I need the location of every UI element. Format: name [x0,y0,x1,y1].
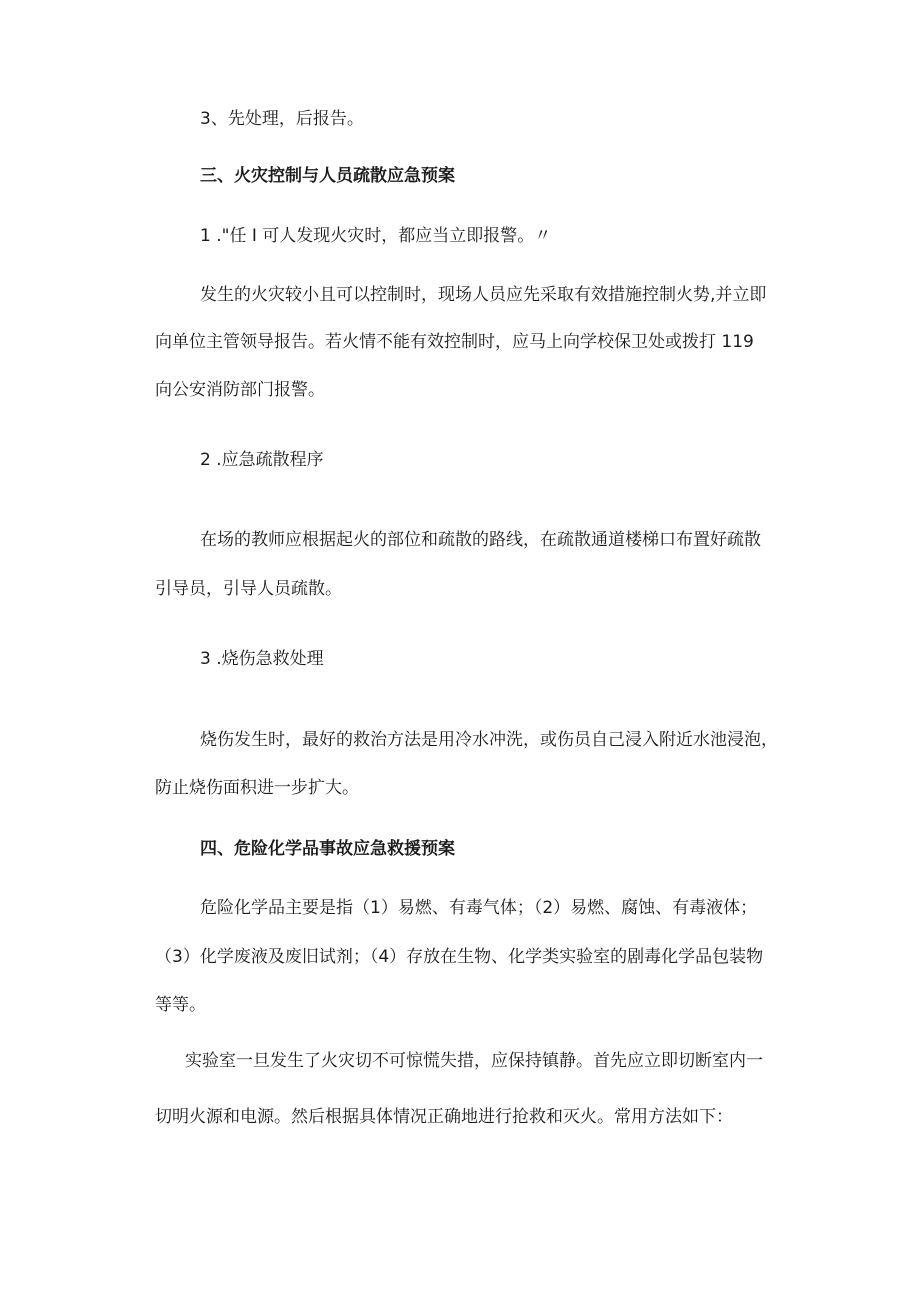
s4-para-2-line-2: 切明火源和电源。然后根据具体情况正确地进行抢救和灭火。常用方法如下： [155,1107,733,1127]
s3-para-3-line-1: 烧伤发生时，最好的救治方法是用冷水冲洗，或伤员自己浸入附近水池浸泡， [200,730,778,750]
section-4-heading: 四、危险化学品事故应急救援预案 [200,839,455,859]
s4-para-1-line-3: 等等。 [155,995,206,1015]
s3-point-3: 3 .烧伤急救处理 [200,649,324,669]
s3-point-2: 2 .应急疏散程序 [200,450,324,470]
s4-para-2-line-1: 实验室一旦发生了火灾切不可惊慌失措，应保持镇静。首先应立即切断室内一 [185,1051,763,1071]
s3-para-2-line-1: 在场的教师应根据起火的部位和疏散的路线，在疏散通道楼梯口布置好疏散 [200,530,761,550]
s3-para-1-line-1: 发生的火灾较小且可以控制时，现场人员应先采取有效措施控制火势,并立即 [200,285,767,305]
s3-para-1-line-3: 向公安消防部门报警。 [155,380,325,400]
item-3-report: 3、先处理，后报告。 [200,109,364,129]
s3-para-3-line-2: 防止烧伤面积进一步扩大。 [155,778,359,798]
s3-para-1-line-2: 向单位主管领导报告。若火情不能有效控制时，应马上向学校保卫处或拨打 119 [155,332,754,352]
s4-para-1-line-1: 危险化学品主要是指（1）易燃、有毒气体；（2）易燃、腐蚀、有毒液体； [200,898,758,918]
s3-point-1: 1 ."任 I 可人发现火灾时，都应当立即报警。〃 [200,226,552,246]
s4-para-1-line-2: （3）化学废液及废旧试剂；（4）存放在生物、化学类实验室的剧毒化学品包装物 [155,947,764,967]
section-3-heading: 三、火灾控制与人员疏散应急预案 [200,166,455,186]
s3-para-2-line-2: 引导员，引导人员疏散。 [155,579,342,599]
